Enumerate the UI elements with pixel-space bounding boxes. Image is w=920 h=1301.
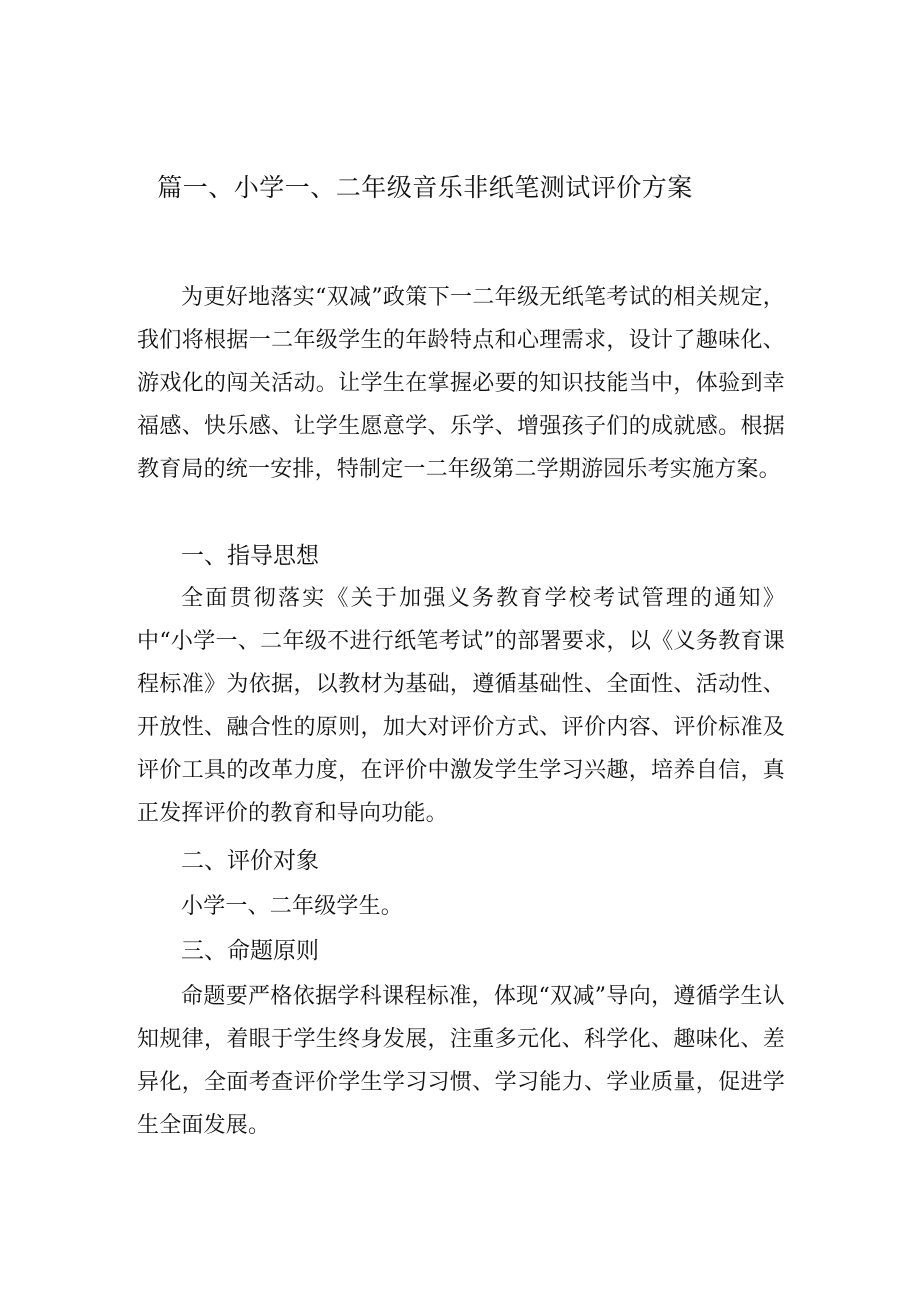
section-body-guiding-ideology: 全面贯彻落实《关于加强义务教育学校考试管理的通知》中“小学一、二年级不进行纸笔考试”的部署要求，以《义务教育课程标准》为依据，以教材为基础，遵循基础性、全面性、活动性、开放性、融合性的原则，加大对评价方式、评价内容、评价标准及评价工具的改革力度，在评价中激发学生学习兴趣，培养自信，真正发挥评价的教育和导向功能。 [137, 586, 785, 826]
section-heading-evaluation-target: 二、评价对象 [181, 848, 319, 874]
section-body-evaluation-target: 小学一、二年级学生。 [181, 894, 404, 919]
section-heading-proposition-principles: 三、命题原则 [181, 938, 319, 964]
section-heading-guiding-ideology: 一、指导思想 [181, 543, 319, 569]
document-title: 篇一、小学一、二年级音乐非纸笔测试评价方案 [157, 173, 693, 202]
section-body-proposition-principles: 命题要严格依据学科课程标准，体现“双减”导向，遵循学生认知规律，着眼于学生终身发展，注重多元化、科学化、趣味化、差异化，全面考查评价学生学习习惯、学习能力、学业质量，促进学生全面发展。 [137, 984, 785, 1138]
intro-paragraph: 为更好地落实“双减”政策下一二年级无纸笔考试的相关规定，我们将根据一二年级学生的年龄特点和心理需求，设计了趣味化、游戏化的闯关活动。让学生在掌握必要的知识技能当中，体验到幸福感、快乐感、让学生愿意学、乐学、增强孩子们的成就感。根据教育局的统一安排，特制定一二年级第二学期游园乐考实施方案。 [137, 285, 785, 482]
